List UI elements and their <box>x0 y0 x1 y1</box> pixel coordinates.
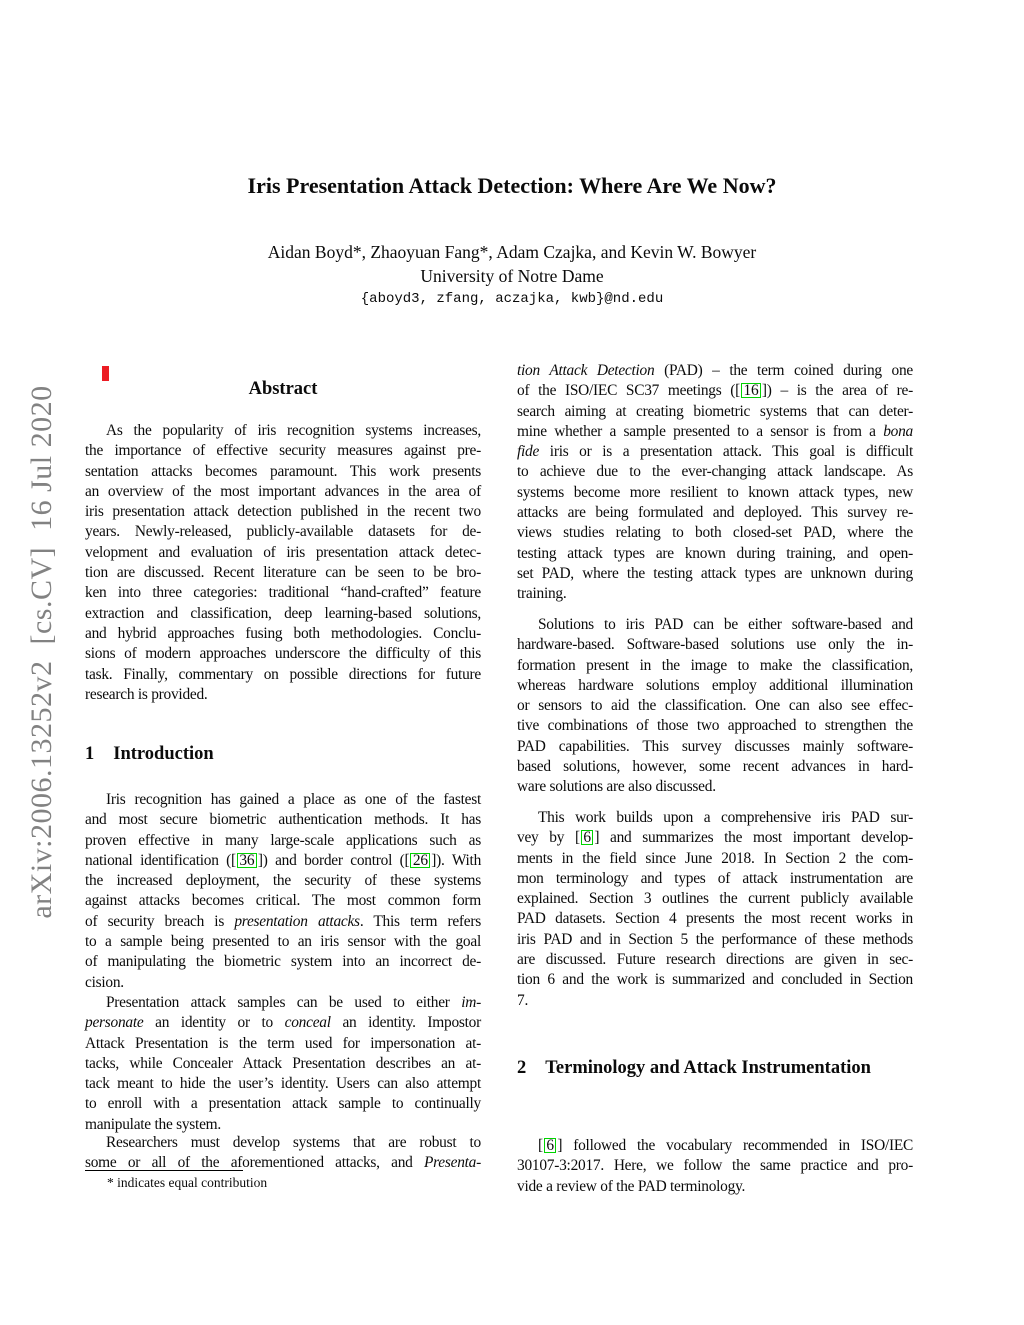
text-line: 30107-3:2017. Here, we follow the same practice and pro- <box>517 1157 913 1175</box>
abstract-paragraph <box>85 421 481 705</box>
text-line: personate an identity or to conceal an identity. Impostor <box>85 1014 481 1032</box>
intro-paragraph-1 <box>85 790 481 993</box>
text-line: velopment and evaluation of iris presentation attack detec- <box>85 543 481 561</box>
text-line: As the popularity of iris recognition systems increases, <box>106 422 481 439</box>
intro-paragraph-3 <box>85 1133 481 1174</box>
text-line: years. Newly-released, publicly-available datasets for de- <box>85 523 481 541</box>
citation-link[interactable]: 6 <box>581 830 593 845</box>
text-line: [ 6 ] followed the vocabulary recommended in ISO/IEC <box>538 1137 913 1154</box>
text-line: set PAD, where the testing attack types are unknown during <box>517 564 913 582</box>
text-line: and hybrid approaches fusing both methodologies. Conclu- <box>85 624 481 642</box>
text-line: are discussed. Future research directions are given in sec- <box>517 951 913 969</box>
text-line: training. <box>517 585 567 603</box>
text-line: proven effective in many large-scale applications such as <box>85 831 481 849</box>
authors-line: Aidan Boyd*, Zhaoyuan Fang*, Adam Czajka, and Kevin W. Bowyer <box>267 242 757 262</box>
text-line: tacks, while Concealer Attack Presentation describes an at- <box>85 1054 481 1072</box>
section-number: 1 <box>85 744 95 764</box>
citation-link[interactable]: 36 <box>237 853 257 868</box>
text-line: mine whether a sample presented to a sensor is from a bona <box>517 422 913 440</box>
text-line: ments in the field since June 2018. In Section 2 the com- <box>517 849 913 867</box>
footnote-text: * indicates equal contribution <box>107 1175 268 1190</box>
abstract-heading: Abstract <box>248 379 318 399</box>
text-line: tion 6 and the work is summarized and concluded in Section <box>517 971 913 989</box>
text-line: formation present in the image to make the classification, <box>517 656 913 674</box>
text-line: testing attack types are known during training, and open- <box>517 544 913 562</box>
paper-title: Iris Presentation Attack Detection: Where Are We Now? <box>247 173 777 198</box>
text-line: of security breach is presentation attacks. This term refers <box>85 912 481 930</box>
text-line: views studies relating to both closed-set PAD, where the <box>517 524 913 542</box>
text-line: tion Attack Detection (PAD) – the term coined during one <box>517 362 913 379</box>
section-title: Terminology and Attack Instrumentation <box>545 1058 871 1078</box>
text-line: attacks are being formulated and deployed. This survey re- <box>517 504 913 522</box>
text-line: Presentation attack samples can be used to either im- <box>106 994 481 1011</box>
text-line: sentation attacks becomes paramount. This work presents <box>85 462 481 480</box>
solutions-paragraph <box>517 615 913 798</box>
text-line: tion are discussed. Recent literature can be seen to be bro- <box>85 564 481 582</box>
text-line: task. Finally, commentary on possible directions for future <box>85 665 481 683</box>
text-line: manipulate the system. <box>85 1115 221 1133</box>
text-line: Attack Presentation is the term used for impersonation at- <box>85 1034 481 1052</box>
text-line: 7. <box>517 991 529 1009</box>
text-line: iris presentation attack detection published in the recent two <box>85 503 481 521</box>
text-line: This work builds upon a comprehensive iris PAD sur- <box>538 809 913 826</box>
section-1-heading <box>85 744 481 765</box>
text-line: tack meant to hide the user’s identity. Users can also attempt <box>85 1075 481 1093</box>
intro-paragraph-2 <box>85 993 481 1135</box>
text-line: and most secure biometric authentication methods. It has <box>85 811 481 829</box>
text-line: cision. <box>85 973 124 991</box>
text-line: vey by [ 6 ] and summarizes the most important develop- <box>517 829 913 847</box>
text-line: mon terminology and types of attack instrumentation are <box>517 869 913 887</box>
text-line: explained. Section 3 outlines the current publicly available <box>517 890 913 908</box>
footnote <box>85 1170 481 1191</box>
text-line: ken into three categories: traditional “hand-crafted” feature <box>85 584 481 602</box>
text-line: or sensors to aid the classification. One can also see effec- <box>517 697 913 715</box>
continuation-paragraph <box>517 361 913 605</box>
email-line: {aboyd3, zfang, aczajka, kwb}@nd.edu <box>360 291 664 307</box>
text-line: the increased deployment, the security of these systems <box>85 872 481 890</box>
section-2-heading <box>517 1058 913 1079</box>
terminology-paragraph <box>517 1136 913 1197</box>
affiliation-line: University of Notre Dame <box>420 266 604 286</box>
text-line: whereas hardware solutions employ additional illumination <box>517 676 913 694</box>
text-line: PAD capabilities. This survey discusses mainly software- <box>517 737 913 755</box>
text-line: ware solutions are also discussed. <box>517 778 716 796</box>
citation-link[interactable]: 6 <box>544 1138 556 1153</box>
text-line: Iris recognition has gained a place as one of the fastest <box>106 791 481 808</box>
text-line: systems become more resilient to known attack types, new <box>517 483 913 501</box>
text-line: sions of modern approaches underscore the difficulty of this <box>85 645 481 663</box>
section-title: Introduction <box>113 744 214 764</box>
text-line: vide a review of the PAD terminology. <box>517 1177 746 1195</box>
section-number: 2 <box>517 1058 527 1078</box>
text-line: based solutions, however, some recent advances in hard- <box>517 758 913 776</box>
text-line: of manipulating the biometric system into an incorrect de- <box>85 953 481 971</box>
text-line: against attacks becomes critical. The most common form <box>85 892 481 910</box>
text-line: iris PAD and in Section 5 the performance of these methods <box>517 930 913 948</box>
text-line: tive combinations of those two approached to strengthen the <box>517 717 913 735</box>
citation-link[interactable]: 26 <box>410 853 430 868</box>
text-line: research is provided. <box>85 685 208 703</box>
text-line: PAD datasets. Section 4 presents the most recent works in <box>517 910 913 928</box>
this-work-paragraph <box>517 808 913 1011</box>
text-line: national identification ([ 36 ]) and border control ([ 26 ]). With <box>85 851 482 869</box>
text-line: Researchers must develop systems that are robust to <box>106 1134 481 1151</box>
text-line: some or all of the aforementioned attacks, and Presenta- <box>85 1154 481 1172</box>
arxiv-watermark: arXiv:2006.13252v2 [cs.CV] 16 Jul 2020 <box>25 385 58 919</box>
text-line: an overview of the most important advances in the area of <box>85 482 481 500</box>
text-line: extraction and classification, deep learning-based solutions, <box>85 604 481 622</box>
text-line: search aiming at creating biometric systems that can deter- <box>517 402 913 420</box>
text-line: fide iris or is a presentation attack. This goal is difficult <box>517 443 913 461</box>
text-line: to enroll with a presentation attack sample to continually <box>85 1095 481 1113</box>
text-line: Solutions to iris PAD can be either software-based and <box>538 616 913 633</box>
text-line: to a sample being presented to an iris sensor with the goal <box>85 933 481 951</box>
text-line: hardware-based. Software-based solutions use only the in- <box>517 636 913 654</box>
text-line: of the ISO/IEC SC37 meetings ([ 16 ]) – is the area of re- <box>517 382 914 400</box>
citation-link[interactable]: 16 <box>741 383 761 398</box>
text-line: to achieve due to the ever-changing attack landscape. As <box>517 463 913 481</box>
text-line: the importance of effective security measures against pre- <box>85 442 481 460</box>
